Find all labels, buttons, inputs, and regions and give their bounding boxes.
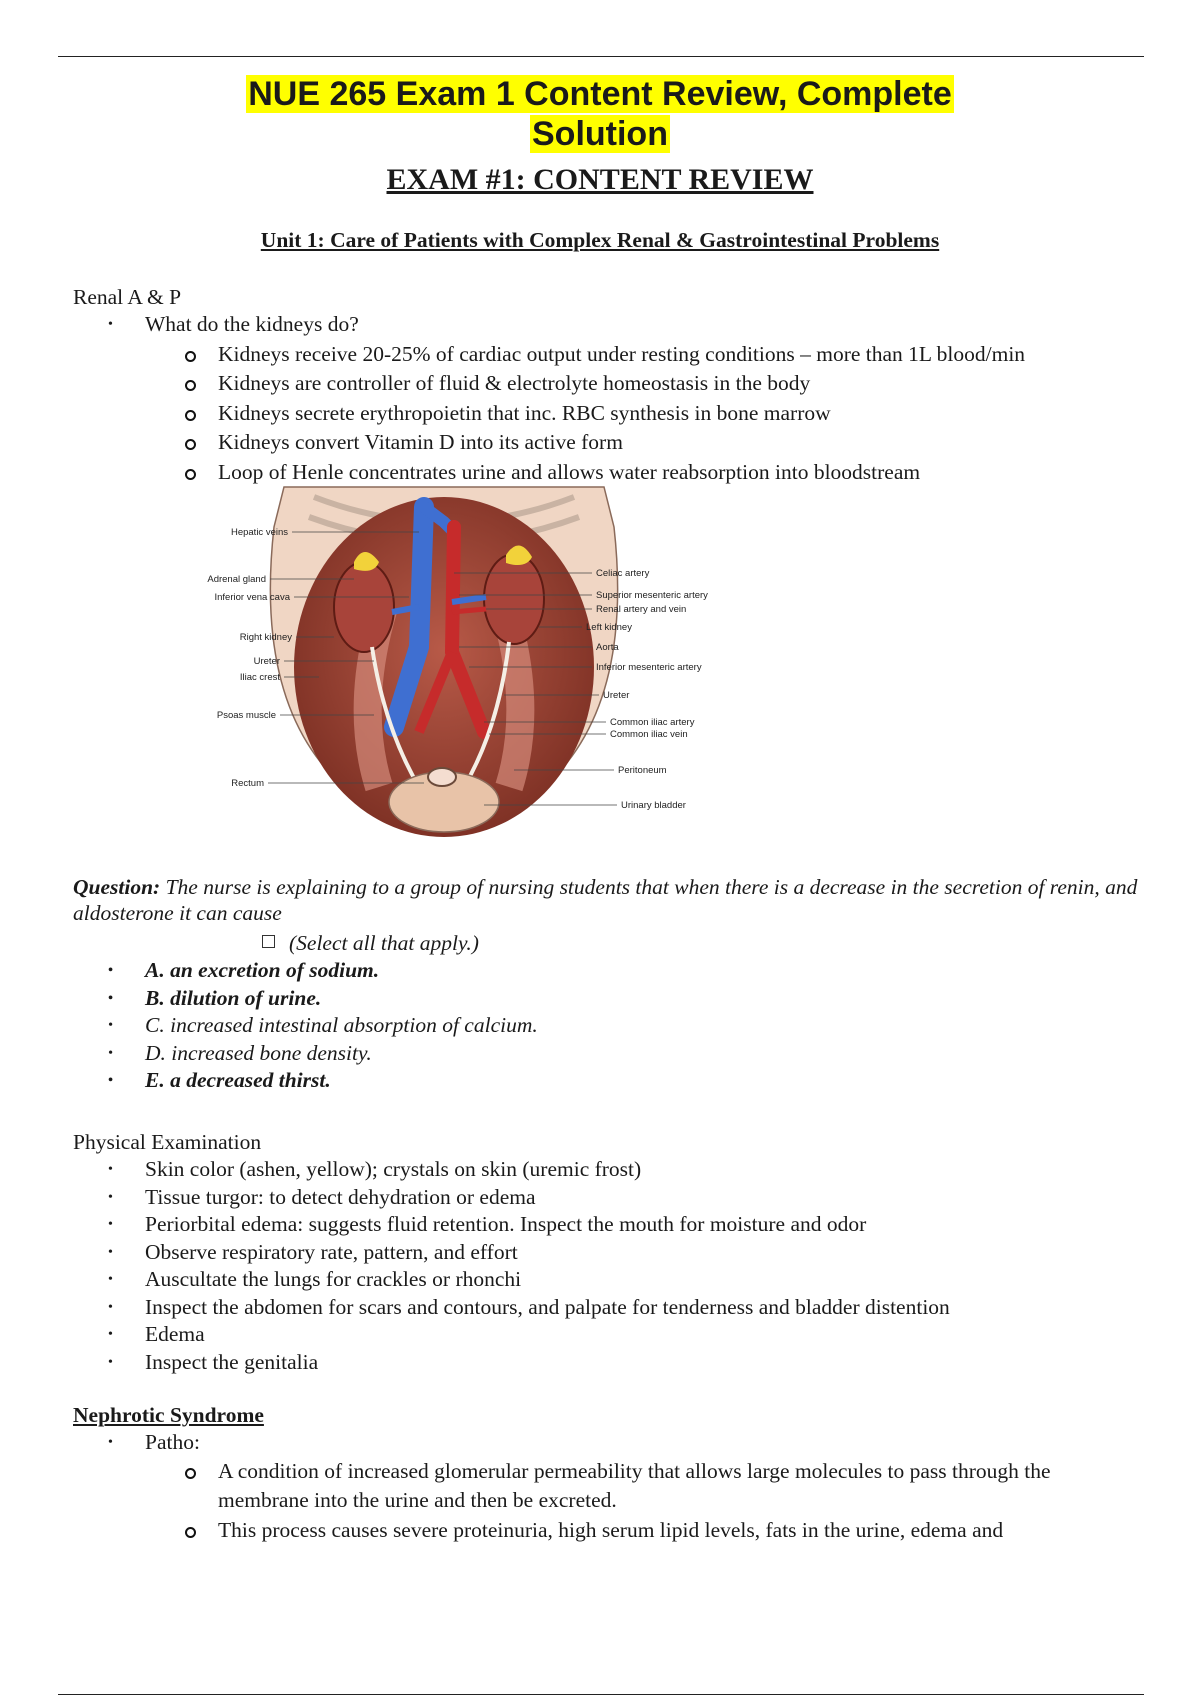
exam-subtitle: EXAM #1: CONTENT REVIEW bbox=[386, 163, 814, 196]
renal-artery bbox=[452, 609, 486, 612]
select-all-instruction bbox=[262, 931, 479, 956]
document-title bbox=[0, 74, 1200, 154]
top-rule bbox=[58, 56, 1144, 57]
question-text: The nurse is explaining to a group of nursing students that when there is a decrease in the secretion of renin, and aldosterone it can cause bbox=[73, 875, 1138, 925]
list-item: • Observe respiratory rate, pattern, and effort bbox=[73, 1239, 1163, 1267]
patho-point-text: A condition of increased glomerular permeability that allows large molecules to pass through the bbox=[218, 1458, 1051, 1483]
list-item: Kidneys are controller of fluid & electrolyte homeostasis in the body bbox=[73, 369, 1163, 399]
figure-label: Common iliac vein bbox=[610, 729, 688, 740]
list-item: • Edema bbox=[73, 1321, 1163, 1349]
figure-label: Hepatic veins bbox=[230, 527, 288, 538]
nephrotic-heading: Nephrotic Syndrome bbox=[73, 1403, 264, 1427]
question-label: Question: bbox=[73, 875, 161, 899]
kidney-anatomy-figure bbox=[207, 487, 774, 847]
figure-label: Common iliac artery bbox=[610, 717, 695, 728]
list-item: This process causes severe proteinuria, high serum lipid levels, fats in the urine, edema and bbox=[73, 1516, 1163, 1546]
answer-option: • A. an excretion of sodium. bbox=[73, 957, 1073, 985]
figure-label: Left kidney bbox=[586, 622, 632, 633]
figure-label: Adrenal gland bbox=[207, 574, 266, 585]
left-kidney bbox=[484, 554, 544, 644]
figure-label: Iliac crest bbox=[239, 672, 280, 683]
bottom-rule bbox=[58, 1694, 1144, 1695]
list-item: • What do the kidneys do? bbox=[73, 311, 1163, 339]
select-all-text: (Select all that apply.) bbox=[289, 931, 479, 955]
figure-label: Rectum bbox=[231, 778, 264, 789]
figure-label: Superior mesenteric artery bbox=[596, 590, 708, 601]
physical-exam-section bbox=[73, 1128, 1163, 1376]
list-item: Kidneys convert Vitamin D into its active form bbox=[73, 428, 1163, 458]
title-line-2: Solution bbox=[532, 115, 668, 153]
patho-point-continuation: membrane into the urine and then be excreted. bbox=[218, 1488, 617, 1512]
list-item: • Periorbital edema: suggests fluid retention. Inspect the mouth for moisture and odor bbox=[73, 1211, 1163, 1239]
figure-label: Aorta bbox=[596, 642, 619, 653]
renal-heading: Renal A & P bbox=[73, 285, 182, 309]
figure-label: Psoas muscle bbox=[216, 710, 276, 721]
list-item: • Skin color (ashen, yellow); crystals on skin (uremic frost) bbox=[73, 1156, 1163, 1184]
nephrotic-syndrome-section bbox=[73, 1401, 1163, 1545]
right-kidney bbox=[334, 562, 394, 652]
figure-label: Inferior mesenteric artery bbox=[596, 662, 702, 673]
figure-label: Ureter bbox=[253, 656, 280, 667]
list-item: • Patho: bbox=[73, 1429, 1163, 1457]
list-item: • Tissue turgor: to detect dehydration or edema bbox=[73, 1184, 1163, 1212]
renal-section bbox=[73, 283, 1163, 487]
list-item: Kidneys secrete erythropoietin that inc. RBC synthesis in bone marrow bbox=[73, 399, 1163, 429]
figure-label: Celiac artery bbox=[596, 568, 650, 579]
unit-heading: Unit 1: Care of Patients with Complex Renal & Gastrointestinal Problems bbox=[260, 228, 940, 252]
checkbox-icon bbox=[262, 935, 275, 948]
answer-options bbox=[73, 957, 1073, 1095]
list-item bbox=[73, 1457, 1163, 1516]
figure-label: Inferior vena cava bbox=[214, 592, 290, 603]
list-item: • Inspect the genitalia bbox=[73, 1349, 1163, 1377]
figure-label: Peritoneum bbox=[618, 765, 667, 776]
figure-label: Urinary bladder bbox=[621, 800, 686, 811]
list-item: • Auscultate the lungs for crackles or rhonchi bbox=[73, 1266, 1163, 1294]
figure-label: Right kidney bbox=[239, 632, 292, 643]
list-item: Kidneys receive 20-25% of cardiac output under resting conditions – more than 1L blood/min bbox=[73, 340, 1163, 370]
list-item: • Inspect the abdomen for scars and contours, and palpate for tenderness and bladder distention bbox=[73, 1294, 1163, 1322]
figure-label: Renal artery and vein bbox=[596, 604, 687, 615]
answer-option: • B. dilution of urine. bbox=[73, 985, 1073, 1013]
rectum bbox=[428, 768, 456, 786]
list-item: Loop of Henle concentrates urine and allows water reabsorption into bloodstream bbox=[73, 458, 1163, 488]
practice-question bbox=[73, 874, 1153, 926]
physical-exam-heading: Physical Examination bbox=[73, 1130, 262, 1154]
answer-option: • E. a decreased thirst. bbox=[73, 1067, 1073, 1095]
title-line-1: NUE 265 Exam 1 Content Review, Complete bbox=[248, 75, 952, 113]
answer-option: • C. increased intestinal absorption of calcium. bbox=[73, 1012, 1073, 1040]
figure-label: Ureter bbox=[603, 690, 630, 701]
answer-option: • D. increased bone density. bbox=[73, 1040, 1073, 1068]
